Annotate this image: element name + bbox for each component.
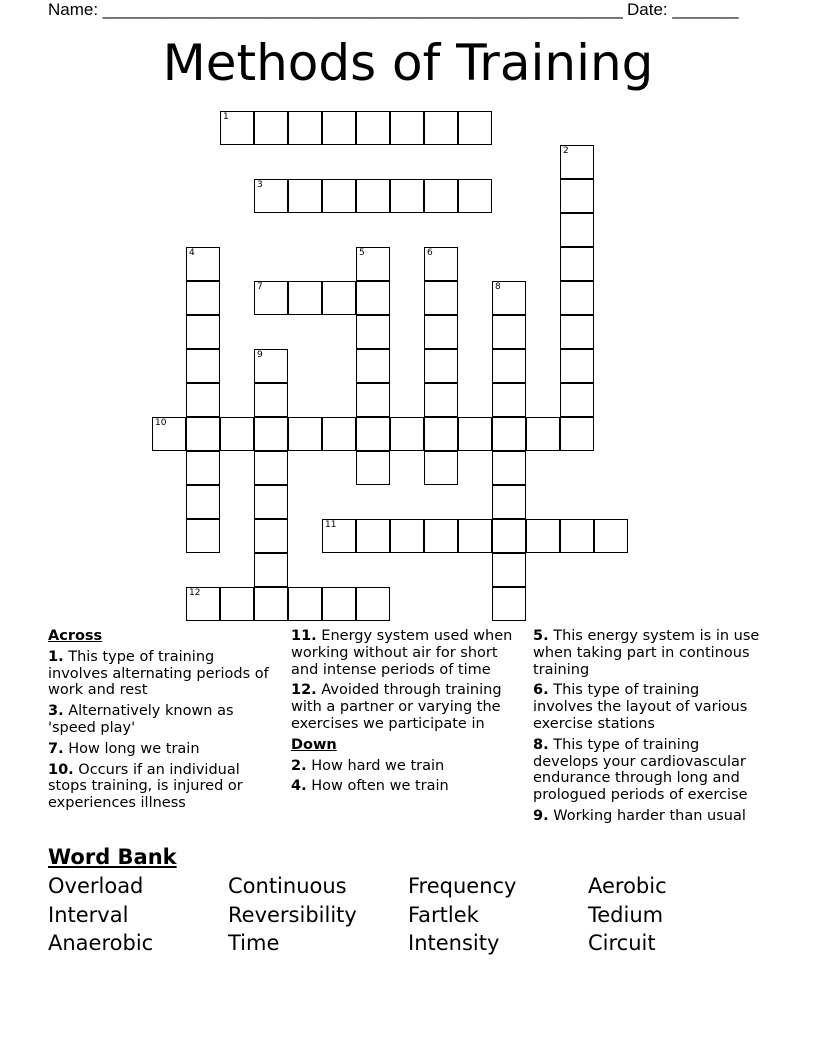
crossword-cell[interactable]: [254, 485, 288, 519]
crossword-cell[interactable]: [560, 213, 594, 247]
crossword-cell[interactable]: [254, 111, 288, 145]
crossword-cell[interactable]: [220, 417, 254, 451]
crossword-cell[interactable]: [186, 281, 220, 315]
crossword-cell[interactable]: [560, 179, 594, 213]
clue-item-text: This type of training involves alternating periods of work and rest: [48, 648, 269, 699]
clue-item-text: How hard we train: [306, 757, 445, 774]
crossword-cell[interactable]: [322, 179, 356, 213]
crossword-cell[interactable]: [424, 281, 458, 315]
crossword-cell[interactable]: [560, 247, 594, 281]
crossword-cell[interactable]: [186, 485, 220, 519]
clue-number: 4: [189, 248, 195, 258]
crossword-cell[interactable]: [186, 349, 220, 383]
crossword-cell[interactable]: [492, 485, 526, 519]
word-bank-item: Intensity: [408, 931, 500, 955]
crossword-cell[interactable]: [356, 111, 390, 145]
clues-column-3: [533, 628, 763, 829]
clue-number: 7: [257, 282, 263, 292]
crossword-cell[interactable]: [186, 417, 220, 451]
crossword-cell[interactable]: [424, 349, 458, 383]
clue-number: 1: [223, 112, 229, 122]
clue-item: [48, 762, 278, 812]
crossword-cell[interactable]: [254, 553, 288, 587]
crossword-cell[interactable]: [390, 417, 424, 451]
crossword-cell[interactable]: [288, 179, 322, 213]
crossword-cell[interactable]: [254, 383, 288, 417]
clue-item: [533, 682, 763, 732]
word-bank-item: Anaerobic: [48, 931, 154, 955]
crossword-cell[interactable]: [458, 111, 492, 145]
crossword-cell[interactable]: [390, 179, 424, 213]
crossword-cell[interactable]: [492, 383, 526, 417]
crossword-cell[interactable]: [356, 349, 390, 383]
page-title: Methods of Training: [162, 34, 654, 92]
clue-item-number: 3.: [48, 703, 64, 720]
crossword-cell[interactable]: [356, 451, 390, 485]
clue-number: 9: [257, 350, 263, 360]
word-bank-item: Aerobic: [588, 874, 667, 898]
crossword-cell[interactable]: [254, 451, 288, 485]
crossword-cell[interactable]: [424, 417, 458, 451]
crossword-cell[interactable]: [186, 519, 220, 553]
word-bank-item: Reversibility: [228, 903, 357, 927]
crossword-cell[interactable]: [288, 587, 322, 621]
crossword-cell[interactable]: [458, 179, 492, 213]
crossword-cell[interactable]: [424, 383, 458, 417]
crossword-cell[interactable]: [322, 587, 356, 621]
clue-number: 11: [325, 520, 337, 530]
crossword-cell[interactable]: [492, 587, 526, 621]
crossword-cell[interactable]: [492, 281, 526, 315]
clue-item-text: How long we train: [63, 740, 200, 757]
down-heading: Down: [291, 736, 337, 753]
crossword-cell[interactable]: [560, 145, 594, 179]
clue-number: 6: [427, 248, 433, 258]
clue-item: [48, 649, 278, 699]
clue-item-number: 8.: [533, 736, 549, 753]
clue-item-text: This type of training develops your cardiovascular endurance through long and prologued periods of exercise: [533, 736, 748, 804]
name-line: Name: _______________________________________________________: [48, 0, 623, 19]
crossword-cell[interactable]: [526, 417, 560, 451]
crossword-cell[interactable]: [322, 111, 356, 145]
clue-item: [291, 778, 519, 795]
crossword-cell[interactable]: [560, 383, 594, 417]
clue-item: [48, 741, 278, 758]
crossword-cell[interactable]: [356, 519, 390, 553]
word-bank-item: Circuit: [588, 931, 656, 955]
clue-item-text: This type of training involves the layout of various exercise stations: [533, 682, 748, 732]
clue-item-number: 2.: [291, 757, 307, 774]
crossword-cell[interactable]: [152, 417, 186, 451]
clue-item: [291, 628, 519, 678]
clue-item-text: Alternatively known as 'speed play': [48, 703, 234, 736]
crossword-cell[interactable]: [288, 417, 322, 451]
crossword-cell[interactable]: [594, 519, 628, 553]
clue-item-text: This energy system is in use when taking part in continous training: [533, 628, 760, 678]
crossword-cell[interactable]: [356, 281, 390, 315]
crossword-cell[interactable]: [492, 451, 526, 485]
crossword-cell[interactable]: [322, 281, 356, 315]
clue-number: 10: [155, 418, 167, 428]
word-bank-item: Overload: [48, 874, 144, 898]
crossword-cell[interactable]: [560, 349, 594, 383]
clue-number: 5: [359, 248, 365, 258]
clues-column-2: [291, 628, 519, 799]
clue-item-number: 10.: [48, 761, 74, 778]
crossword-cell[interactable]: [560, 519, 594, 553]
word-bank-item: Interval: [48, 903, 129, 927]
crossword-cell[interactable]: [254, 417, 288, 451]
crossword-cell[interactable]: [492, 553, 526, 587]
crossword-cell[interactable]: [220, 587, 254, 621]
crossword-cell[interactable]: [288, 281, 322, 315]
clue-item-number: 9.: [533, 807, 549, 824]
clue-item-text: Occurs if an individual stops training, is injured or experiences illness: [48, 761, 243, 812]
crossword-cell[interactable]: [254, 587, 288, 621]
crossword-cell[interactable]: [356, 315, 390, 349]
crossword-cell[interactable]: [220, 111, 254, 145]
crossword-cell[interactable]: [424, 111, 458, 145]
clues-column-1: [48, 628, 278, 816]
crossword-cell[interactable]: [254, 519, 288, 553]
crossword-cell[interactable]: [356, 247, 390, 281]
crossword-cell[interactable]: [424, 315, 458, 349]
clue-number: 12: [189, 588, 201, 598]
crossword-cell[interactable]: [526, 519, 560, 553]
word-bank-item: Tedium: [588, 903, 664, 927]
clue-item: [291, 682, 519, 732]
crossword-cell[interactable]: [356, 179, 390, 213]
crossword-cell[interactable]: [492, 417, 526, 451]
clue-item-number: 7.: [48, 740, 64, 757]
crossword-cell[interactable]: [254, 281, 288, 315]
crossword-cell[interactable]: [560, 315, 594, 349]
crossword-cell[interactable]: [492, 519, 526, 553]
crossword-cell[interactable]: [356, 383, 390, 417]
clue-item-text: Energy system used when working without air for short and intense periods of time: [291, 628, 513, 678]
clue-item: [533, 737, 763, 804]
crossword-cell[interactable]: [186, 315, 220, 349]
crossword-cell[interactable]: [186, 451, 220, 485]
crossword-cell[interactable]: [186, 247, 220, 281]
word-bank-item: Frequency: [408, 874, 517, 898]
clue-item-number: 5.: [533, 628, 549, 644]
crossword-cell[interactable]: [288, 111, 322, 145]
crossword-cell[interactable]: [424, 451, 458, 485]
word-bank-item: Time: [228, 931, 280, 955]
clue-number: 2: [563, 146, 569, 156]
clue-item: [533, 628, 763, 678]
crossword-cell[interactable]: [254, 179, 288, 213]
crossword-cell[interactable]: [560, 281, 594, 315]
clue-item-text: How often we train: [306, 778, 449, 795]
clue-item-text: Working harder than usual: [548, 807, 746, 824]
clue-item-number: 4.: [291, 778, 307, 795]
crossword-cell[interactable]: [424, 519, 458, 553]
clue-item-number: 6.: [533, 682, 549, 699]
word-bank-item: Continuous: [228, 874, 347, 898]
clue-number: 8: [495, 282, 501, 292]
clue-item-number: 1.: [48, 648, 64, 665]
crossword-cell[interactable]: [356, 417, 390, 451]
crossword-cell[interactable]: [356, 587, 390, 621]
word-bank-title: Word Bank: [48, 845, 177, 869]
clue-item: [48, 703, 278, 737]
crossword-cell[interactable]: [322, 417, 356, 451]
crossword-cell[interactable]: [424, 247, 458, 281]
crossword-cell[interactable]: [458, 417, 492, 451]
date-line: Date: _______: [627, 0, 739, 19]
clue-item-text: Avoided through training with a partner or varying the exercises we participate in: [291, 682, 502, 732]
crossword-cell[interactable]: [186, 587, 220, 621]
crossword-cell[interactable]: [390, 519, 424, 553]
clue-item: [291, 758, 519, 775]
crossword-cell[interactable]: [186, 383, 220, 417]
crossword-cell[interactable]: [322, 519, 356, 553]
crossword-cell[interactable]: [492, 315, 526, 349]
clue-item-number: 11.: [291, 628, 317, 644]
crossword-cell[interactable]: [560, 417, 594, 451]
clue-item-number: 12.: [291, 682, 317, 699]
crossword-cell[interactable]: [458, 519, 492, 553]
across-heading: Across: [48, 628, 103, 644]
crossword-cell[interactable]: [492, 349, 526, 383]
clue-item: [533, 808, 763, 825]
crossword-cell[interactable]: [390, 111, 424, 145]
crossword-cell[interactable]: [424, 179, 458, 213]
clue-number: 3: [257, 180, 263, 190]
word-bank-item: Fartlek: [408, 903, 479, 927]
crossword-cell[interactable]: [254, 349, 288, 383]
